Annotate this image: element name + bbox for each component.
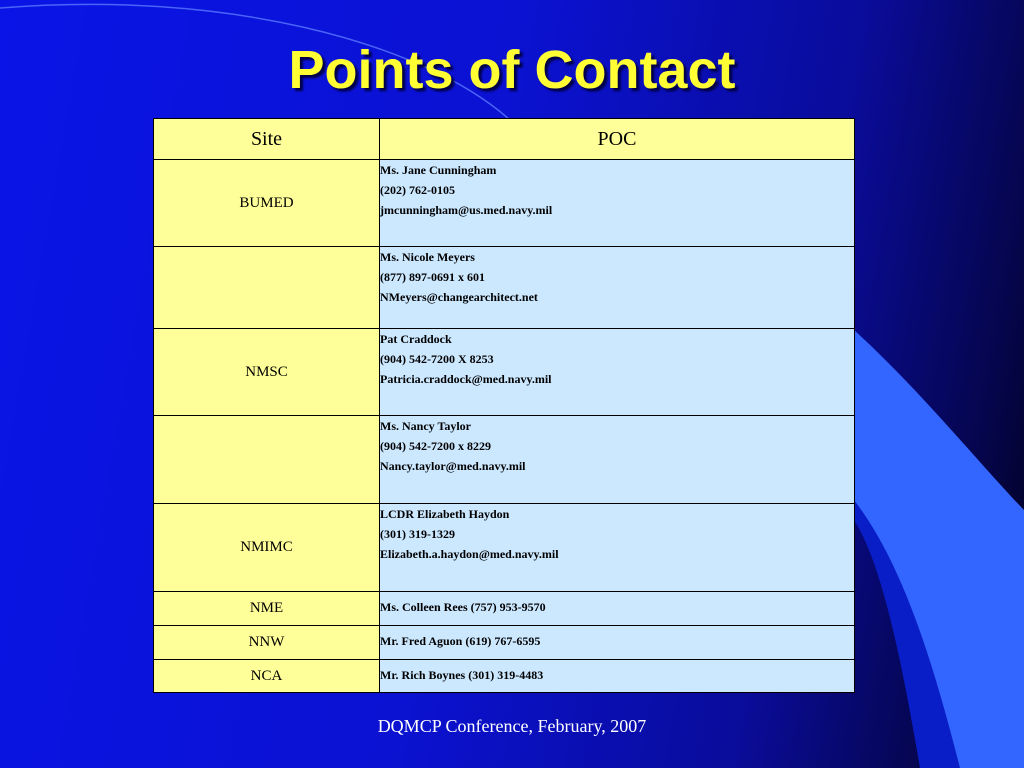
table-row [154, 626, 855, 660]
contact-email: Elizabeth.a.haydon@med.navy.mil [380, 547, 559, 561]
table-row [154, 160, 855, 247]
poc-cell [380, 416, 855, 504]
table-row [154, 504, 855, 592]
poc-cell [380, 626, 855, 660]
poc-cell [380, 592, 855, 626]
contact-name: Ms. Nicole Meyers [380, 250, 475, 264]
contact-phone: (904) 542-7200 x 8229 [380, 439, 491, 453]
contact-name: LCDR Elizabeth Haydon [380, 507, 510, 521]
header-site: Site [154, 119, 380, 160]
page-title: Points of Contact [288, 40, 736, 100]
poc-cell [380, 160, 855, 247]
site-cell: NME [154, 592, 380, 626]
table-row [154, 329, 855, 416]
site-cell: NNW [154, 626, 380, 660]
contact-phone: (301) 319-1329 [380, 527, 455, 541]
contact-email: jmcunningham@us.med.navy.mil [380, 203, 553, 217]
table-row [154, 660, 855, 693]
site-cell: NMSC [154, 329, 380, 416]
poc-cell [380, 247, 855, 329]
header-poc: POC [380, 119, 855, 160]
table-row [154, 247, 855, 329]
contact-phone: (202) 762-0105 [380, 183, 455, 197]
contact-name: Ms. Nancy Taylor [380, 419, 472, 433]
site-cell [154, 247, 380, 329]
poc-cell [380, 660, 855, 693]
site-cell: BUMED [154, 160, 380, 247]
contact-phone: (904) 542-7200 X 8253 [380, 352, 494, 366]
site-cell [154, 416, 380, 504]
site-cell: NMIMC [154, 504, 380, 592]
contact-line: Ms. Colleen Rees (757) 953-9570 [380, 600, 546, 614]
contact-line: Mr. Fred Aguon (619) 767-6595 [380, 634, 541, 648]
footer-text: DQMCP Conference, February, 2007 [377, 716, 647, 736]
contact-email: NMeyers@changearchitect.net [380, 290, 538, 304]
table-row [154, 416, 855, 504]
contact-email: Patricia.craddock@med.navy.mil [380, 372, 552, 386]
contact-name: Ms. Jane Cunningham [380, 163, 497, 177]
contact-line: Mr. Rich Boynes (301) 319-4483 [380, 668, 544, 682]
contacts-table [153, 118, 855, 693]
poc-cell [380, 504, 855, 592]
contact-email: Nancy.taylor@med.navy.mil [380, 459, 526, 473]
contact-phone: (877) 897-0691 x 601 [380, 270, 485, 284]
site-cell: NCA [154, 660, 380, 693]
contact-name: Pat Craddock [380, 332, 452, 346]
table-header-row [154, 119, 855, 160]
poc-cell [380, 329, 855, 416]
table-row [154, 592, 855, 626]
